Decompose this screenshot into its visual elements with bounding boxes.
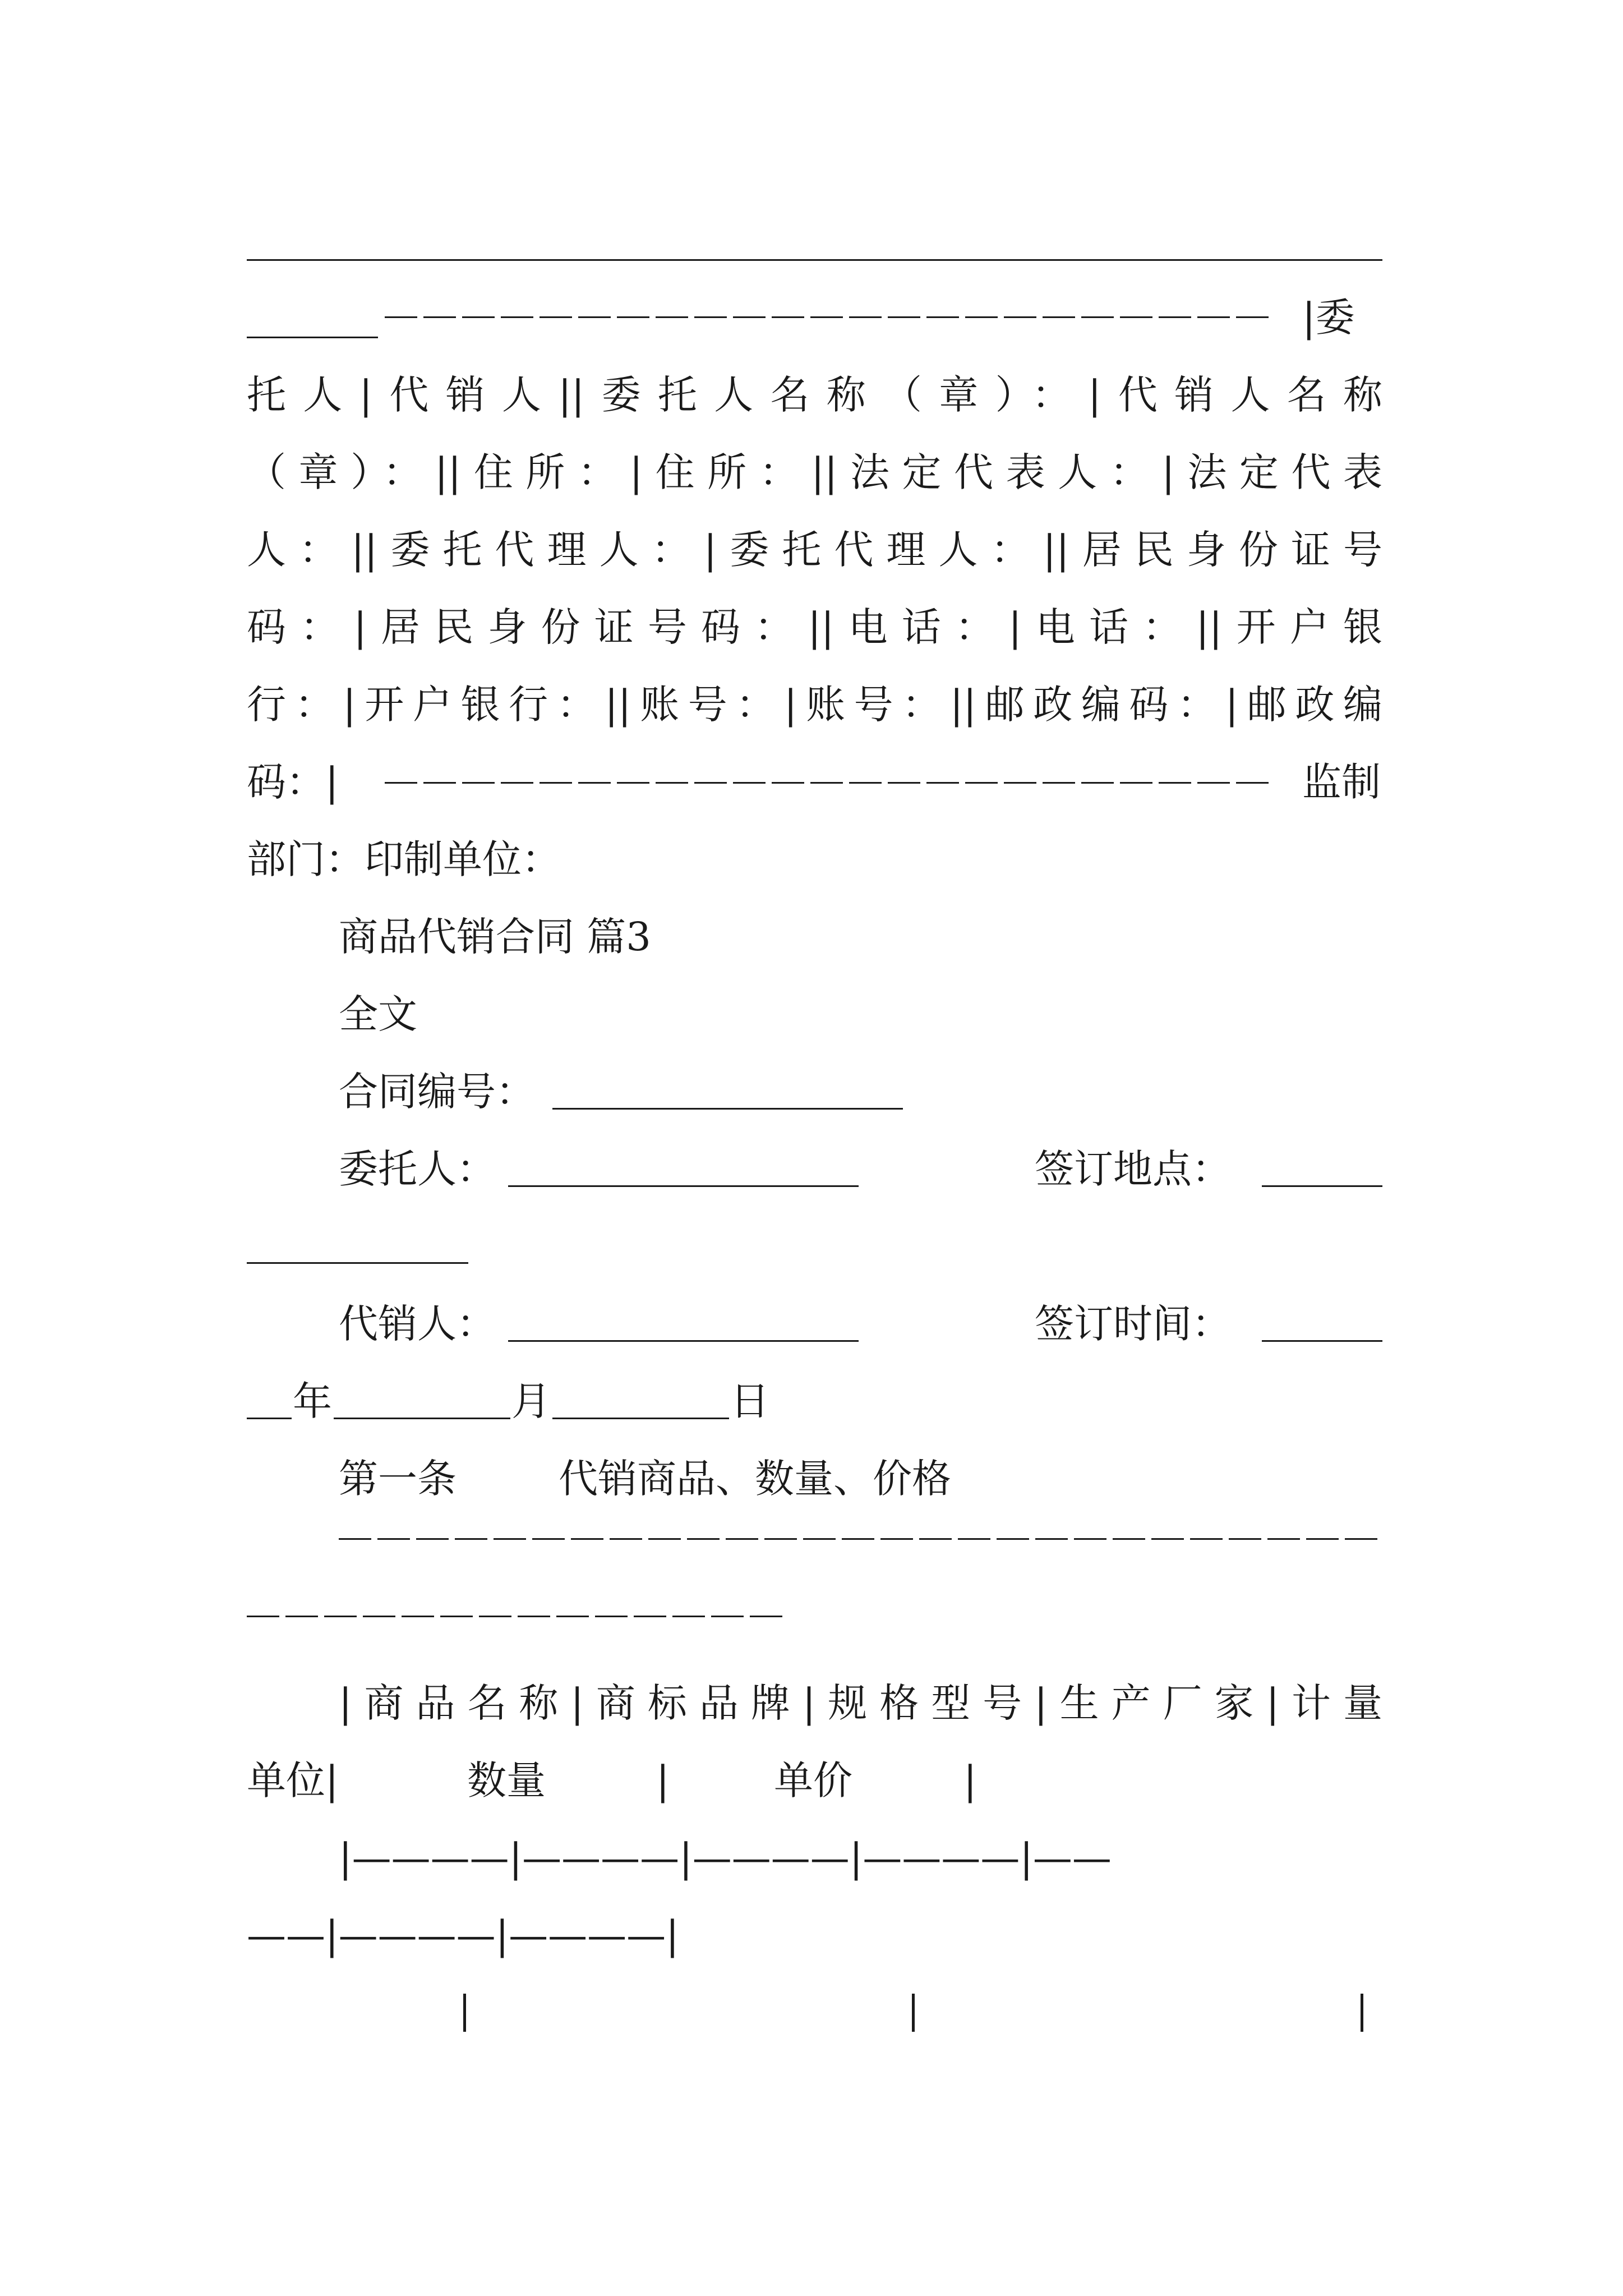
dash-segment	[610, 1538, 642, 1540]
dash-segment	[926, 316, 959, 318]
dash-segment	[402, 1616, 434, 1617]
dash-segment	[1229, 1538, 1261, 1540]
dash-segment	[1159, 316, 1191, 318]
dash-segment	[1120, 316, 1152, 318]
dash-segment	[1267, 1538, 1300, 1540]
dash-segment	[385, 782, 417, 784]
dash-segment	[462, 316, 495, 318]
dash-segment	[926, 782, 959, 784]
dash-segment	[726, 1538, 758, 1540]
dash-segment	[849, 316, 882, 318]
agent-label: 代销人：	[339, 1301, 496, 1347]
dash-segment	[455, 1538, 487, 1540]
dash-segment	[501, 782, 533, 784]
table-separator-line-1: |————|————|————|————|——	[339, 1835, 1112, 1881]
dash-segment	[965, 316, 998, 318]
dash-segment	[479, 1616, 511, 1617]
dash-segment	[687, 1538, 720, 1540]
dash-segment	[634, 1616, 666, 1617]
text-line-7: 行：|开户银行：||账号：|账号：||邮政编码：|邮政编	[247, 682, 1382, 728]
consignor-label: 委托人：	[339, 1146, 496, 1192]
dash-segment	[363, 1616, 395, 1617]
dash-segment	[578, 782, 611, 784]
dash-segment	[518, 1616, 550, 1617]
dash-segment	[1120, 782, 1152, 784]
dash-segment	[423, 316, 456, 318]
dash-segment	[578, 316, 611, 318]
dash-segment	[617, 316, 649, 318]
dash-segment	[750, 1616, 782, 1617]
contract-number-label: 合同编号：	[339, 1069, 535, 1115]
text-line-5: 人：||委托代理人：|委托代理人：||居民身份证号	[247, 527, 1382, 573]
dash-segment	[1035, 1538, 1068, 1540]
text-line-3: 托人|代销人||委托人名称（章）：|代销人名称	[247, 372, 1382, 418]
dash-segment	[532, 1538, 565, 1540]
sign-place-blank	[1262, 1185, 1382, 1187]
dash-segment	[880, 1538, 913, 1540]
dash-segment	[648, 1538, 681, 1540]
dash-segment	[540, 316, 572, 318]
section-title: 商品代销合同 篇3	[339, 914, 651, 960]
dash-segment	[656, 782, 688, 784]
dash-segment	[1345, 1538, 1377, 1540]
sign-place-label: 签订地点：	[1035, 1146, 1231, 1192]
dash-segment	[733, 316, 766, 318]
dash-segment	[1197, 316, 1230, 318]
top-rule	[247, 259, 1382, 261]
dash-segment	[888, 316, 920, 318]
article-1-title: 代销商品、数量、价格	[559, 1456, 951, 1502]
dash-segment	[462, 782, 495, 784]
dash-segment	[772, 782, 804, 784]
dash-segment	[1081, 782, 1114, 784]
dash-segment	[997, 1538, 1029, 1540]
text-line-9: 部门：印制单位：	[247, 836, 561, 882]
dash-segment	[733, 782, 766, 784]
dash-segment	[339, 1538, 371, 1540]
dash-segment	[764, 1538, 797, 1540]
dash-segment	[672, 1616, 705, 1617]
dash-segment	[1043, 316, 1075, 318]
dash-segment	[324, 1616, 357, 1617]
dash-segment	[595, 1616, 628, 1617]
dash-segment	[803, 1538, 836, 1540]
dash-segment	[694, 316, 727, 318]
sign-time-label: 签订时间：	[1035, 1301, 1231, 1347]
fulltext-label: 全文	[339, 991, 417, 1037]
table-header-separator: |	[656, 1757, 670, 1803]
dash-segment	[810, 782, 843, 784]
dash-segment	[501, 316, 533, 318]
agent-blank	[508, 1340, 859, 1342]
text-line-4: （章）：||住所：|住所：||法定代表人：|法定代表	[247, 449, 1382, 495]
dash-segment	[385, 316, 417, 318]
text-line-8-head: 码：|	[247, 759, 339, 805]
dash-segment	[571, 1538, 603, 1540]
month-label: 月	[511, 1378, 551, 1424]
dash-segment	[377, 1538, 410, 1540]
text-line-2-tail: |委	[1302, 295, 1355, 341]
dash-segment	[958, 1538, 990, 1540]
dash-segment	[1081, 316, 1114, 318]
dash-segment	[1004, 316, 1036, 318]
table-header-end: |	[963, 1757, 977, 1803]
dash-segment	[1043, 782, 1075, 784]
table-cell-border	[912, 1994, 915, 2032]
dash-segment	[694, 782, 727, 784]
dash-segment	[772, 316, 804, 318]
table-header-price: 单价	[774, 1757, 852, 1803]
dash-segment	[1236, 316, 1269, 318]
dash-segment	[656, 316, 688, 318]
dash-segment	[1113, 1538, 1145, 1540]
sign-place-blank-cont	[247, 1262, 468, 1264]
dash-segment	[1197, 782, 1230, 784]
dash-segment	[965, 782, 998, 784]
dash-segment	[849, 782, 882, 784]
dash-segment	[1074, 1538, 1106, 1540]
day-label: 日	[730, 1378, 769, 1424]
dash-segment	[416, 1538, 449, 1540]
sign-time-blank	[1262, 1340, 1382, 1342]
dash-segment	[1004, 782, 1036, 784]
consignor-blank	[508, 1185, 859, 1187]
table-header-quantity: 数量	[467, 1757, 546, 1803]
blank-underline	[247, 337, 378, 338]
dash-segment	[285, 1616, 318, 1617]
dash-segment	[556, 1616, 589, 1617]
table-separator-line-2: ——|————|————|	[247, 1912, 679, 1958]
dash-segment	[494, 1538, 526, 1540]
dash-segment	[617, 782, 649, 784]
dash-segment	[1236, 782, 1269, 784]
dash-segment	[247, 1616, 279, 1617]
dash-segment	[423, 782, 456, 784]
text-line-8-tail: 监制	[1302, 759, 1381, 805]
table-header-unit: 单位|	[247, 1757, 339, 1803]
year-blank	[247, 1418, 292, 1419]
month-blank	[334, 1418, 510, 1419]
dash-segment	[1159, 782, 1191, 784]
text-line-6: 码：|居民身份证号码：||电话：|电话：||开户银	[247, 604, 1382, 650]
day-blank	[552, 1418, 729, 1419]
table-cell-border	[463, 1994, 466, 2032]
dash-segment	[1306, 1538, 1339, 1540]
year-label: 年	[293, 1378, 332, 1424]
dash-segment	[1151, 1538, 1184, 1540]
dash-segment	[888, 782, 920, 784]
dash-segment	[842, 1538, 874, 1540]
dash-segment	[1190, 1538, 1223, 1540]
dash-segment	[711, 1616, 744, 1617]
table-header-line-1: |商品名称|商标品牌|规格型号|生产厂家|计量	[339, 1680, 1382, 1726]
dash-segment	[919, 1538, 952, 1540]
table-cell-border	[1361, 1994, 1363, 2032]
article-1-number: 第一条	[339, 1456, 457, 1502]
contract-number-blank	[552, 1108, 903, 1110]
dash-segment	[540, 782, 572, 784]
dash-segment	[440, 1616, 473, 1617]
dash-segment	[810, 316, 843, 318]
